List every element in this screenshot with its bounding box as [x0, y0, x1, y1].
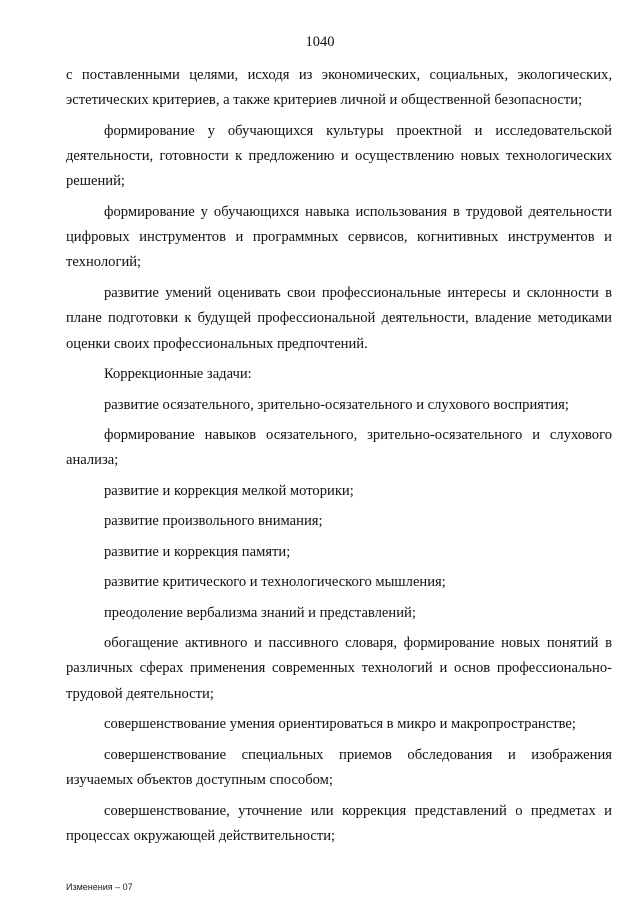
paragraph: формирование навыков осязательного, зрительно-осязательного и слухового анализа; — [66, 426, 612, 469]
paragraph: обогащение активного и пассивного словаря, формирование новых понятий в различных сферах применения современных технологий и основ профессионально-трудовой деятельности; — [66, 635, 612, 702]
paragraph: развитие и коррекция мелкой моторики; — [104, 482, 354, 499]
document-body — [66, 63, 612, 854]
paragraph: формирование у обучающихся культуры проектной и исследовательской деятельности, готовности к предложению и осуществлению новых технологических решений; — [66, 122, 612, 190]
paragraph: с поставленными целями, исходя из экономических, социальных, экологических, эстетических критериев, а также критериев личной и общественной безопасности; — [66, 67, 612, 109]
footer-revision-note: Изменения – 07 — [66, 882, 133, 892]
paragraph: развитие произвольного внимания; — [104, 513, 323, 530]
paragraph: развитие и коррекция памяти; — [104, 543, 291, 560]
paragraph: развитие критического и технологического мышления; — [104, 574, 446, 591]
paragraph: совершенствование, уточнение или коррекция представлений о предметах и процессах окружающей действительности; — [66, 802, 612, 844]
paragraph: формирование у обучающихся навыка использования в трудовой деятельности цифровых инструментов и программных сервисов, когнитивных инструментов и технологий; — [66, 203, 612, 271]
paragraph: развитие осязательного, зрительно-осязательного и слухового восприятия; — [104, 396, 569, 413]
paragraph: развитие умений оценивать свои профессиональные интересы и склонности в плане подготовки к будущей профессиональной деятельности, владение методиками оценки своих профессиональных предпочтений. — [66, 284, 612, 352]
page-number: 1040 — [305, 34, 335, 50]
section-heading: Коррекционные задачи: — [104, 366, 252, 383]
paragraph: преодоление вербализма знаний и представлений; — [104, 604, 416, 621]
paragraph: совершенствование специальных приемов обследования и изображения изучаемых объектов доступным способом; — [66, 746, 612, 789]
paragraph: совершенствование умения ориентироваться в микро и макропространстве; — [104, 716, 576, 733]
